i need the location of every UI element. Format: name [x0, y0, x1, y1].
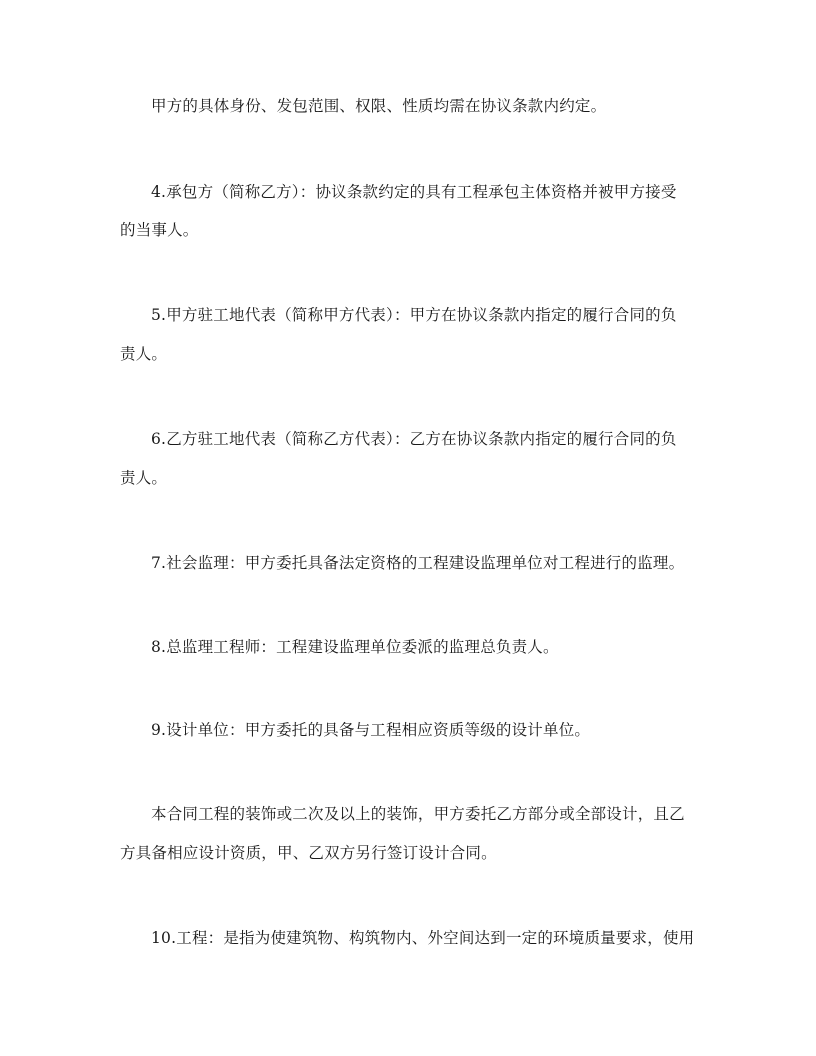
paragraph-line: 8.总监理工程师：工程建设监理单位委派的监理总负责人。 [151, 638, 559, 656]
paragraph-line: 5.甲方驻工地代表（简称甲方代表）：甲方在协议条款内指定的履行合同的负 [151, 306, 677, 324]
paragraph-line: 10.工程：是指为使建筑物、构筑物内、外空间达到一定的环境质量要求，使用 [151, 929, 695, 947]
paragraph-line: 4.承包方（简称乙方）：协议条款约定的具有工程承包主体资格并被甲方接受 [151, 183, 677, 201]
paragraph-line: 甲方的具体身份、发包范围、权限、性质均需在协议条款内约定。 [151, 97, 607, 115]
paragraph-line: 7.社会监理：甲方委托具备法定资格的工程建设监理单位对工程进行的监理。 [151, 554, 685, 572]
paragraph-line: 的当事人。 [120, 221, 199, 239]
paragraph-line: 9.设计单位：甲方委托的具备与工程相应资质等级的设计单位。 [151, 721, 591, 739]
paragraph-line: 责人。 [120, 469, 168, 487]
paragraph-line: 本合同工程的装饰或二次及以上的装饰，甲方委托乙方部分或全部设计，且乙 [151, 805, 685, 823]
paragraph-line: 6.乙方驻工地代表（简称乙方代表）：乙方在协议条款内指定的履行合同的负 [151, 430, 677, 448]
paragraph-line: 责人。 [120, 345, 168, 363]
paragraph-line: 方具备相应设计资质，甲、乙双方另行签订设计合同。 [120, 844, 497, 862]
